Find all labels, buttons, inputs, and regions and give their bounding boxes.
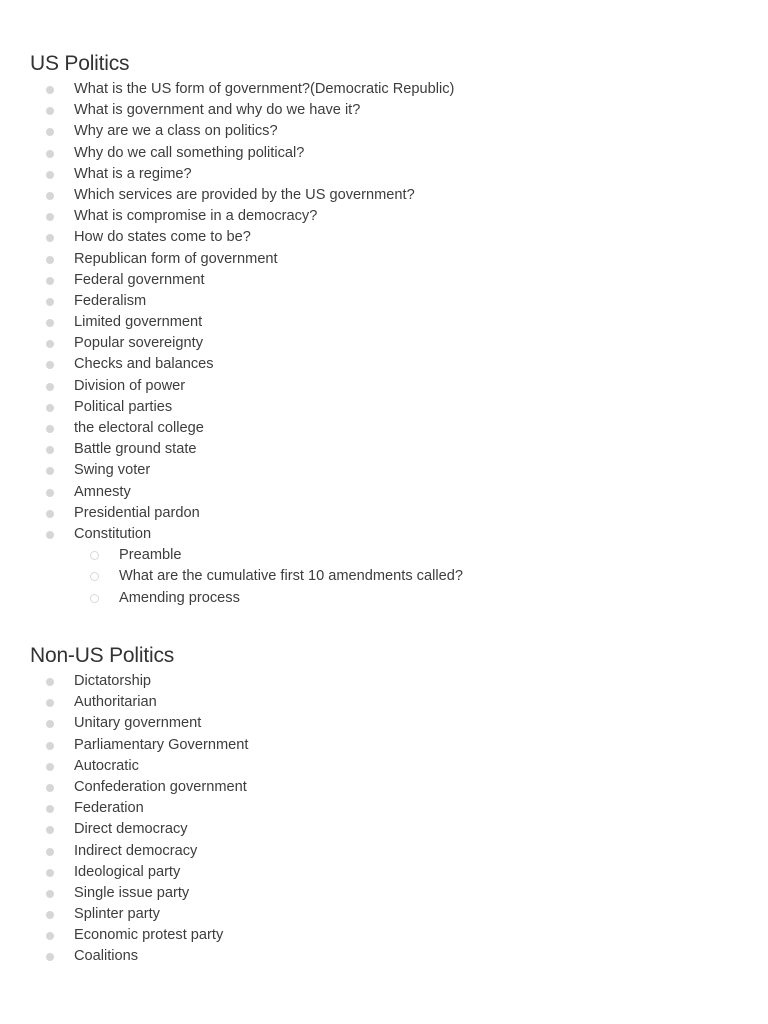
list-item[interactable] (30, 79, 748, 100)
list-item[interactable] (30, 925, 748, 946)
list-item[interactable] (30, 418, 748, 439)
list-item[interactable] (30, 439, 748, 460)
list-item-text: Checks and balances (74, 356, 214, 373)
bullet-icon (46, 763, 54, 771)
list-item-text: Ideological party (74, 863, 181, 880)
list-item-text: Dictatorship (74, 673, 152, 689)
hollow-bullet-icon (90, 572, 99, 581)
list-item-text: Unitary government (74, 715, 202, 732)
list-item[interactable] (30, 503, 748, 524)
bullet-icon (46, 425, 54, 433)
list-item[interactable] (30, 671, 748, 692)
list-item-text: Federation (74, 800, 144, 817)
list-item[interactable] (30, 291, 748, 312)
bullet-icon (46, 256, 54, 264)
sublist-item-text: Amending process (119, 589, 240, 606)
list-item-text: How do states come to be? (74, 229, 251, 246)
list-item-text: What is a regime? (74, 165, 192, 182)
list-item-text: Indirect democracy (74, 842, 198, 859)
list-item-text: Confederation government (74, 778, 247, 795)
list-item-text: Federalism (74, 292, 147, 309)
bullet-icon (46, 869, 54, 877)
bullet-icon (46, 510, 54, 518)
list-item[interactable] (30, 692, 748, 713)
list-item-text: Popular sovereignty (74, 335, 203, 352)
bullet-icon (46, 932, 54, 940)
bullet-icon (46, 720, 54, 728)
list-item[interactable] (30, 227, 748, 248)
bullet-icon (46, 805, 54, 813)
bullet-icon (46, 784, 54, 792)
list-item-text: Authoritarian (74, 694, 157, 711)
bullet-icon (46, 319, 54, 327)
bullet-icon (46, 213, 54, 221)
list-item-text: Battle ground state (74, 441, 197, 458)
list-item-text: What is compromise in a democracy? (74, 208, 318, 225)
list-item-text: Direct democracy (74, 821, 188, 838)
list-item-text: Single issue party (74, 884, 190, 901)
bullet-icon (46, 531, 54, 539)
list-item[interactable] (30, 143, 748, 164)
bullet-icon (46, 340, 54, 348)
list-item[interactable] (30, 249, 748, 270)
non-us-politics-section (30, 641, 748, 968)
bullet-icon (46, 742, 54, 750)
list-item[interactable] (30, 946, 748, 967)
list-item-text: What is government and why do we have it? (74, 102, 361, 119)
list-item-text: Parliamentary Government (74, 736, 249, 753)
list-item-text: Why do we call something political? (74, 144, 305, 161)
section-heading-non-us-politics: Non-US Politics (30, 644, 175, 667)
list-item[interactable] (30, 206, 748, 227)
list-item[interactable] (30, 777, 748, 798)
bullet-icon (46, 848, 54, 856)
list-item-text: Which services are provided by the US government? (74, 186, 415, 203)
bullet-icon (46, 826, 54, 834)
list-item-constitution[interactable] (30, 524, 748, 545)
bullet-icon (46, 86, 54, 94)
list-item[interactable] (30, 756, 748, 777)
us-politics-list (30, 79, 748, 545)
list-item-text: Constitution (74, 525, 152, 542)
list-item[interactable] (30, 121, 748, 142)
sublist-item[interactable] (30, 566, 748, 587)
list-item[interactable] (30, 735, 748, 756)
bullet-icon (46, 953, 54, 961)
list-item[interactable] (30, 100, 748, 121)
sublist-item-text: What are the cumulative first 10 amendments called? (119, 568, 463, 585)
list-item[interactable] (30, 164, 748, 185)
list-item-text: the electoral college (74, 420, 204, 436)
sublist-item[interactable] (30, 545, 748, 566)
list-item-text: Why are we a class on politics? (74, 123, 278, 140)
list-item-text: Swing voter (74, 462, 151, 479)
list-item-text: Division of power (74, 377, 186, 394)
list-item[interactable] (30, 841, 748, 862)
constitution-sublist (30, 545, 748, 609)
list-item[interactable] (30, 397, 748, 418)
us-politics-section (30, 49, 748, 609)
list-item-text: Republican form of government (74, 250, 278, 267)
non-us-politics-list (30, 671, 748, 968)
list-item-text: Splinter party (74, 906, 160, 923)
bullet-icon (46, 404, 54, 412)
sublist-item[interactable] (30, 588, 748, 609)
list-item-text: Coalitions (74, 948, 139, 965)
hollow-bullet-icon (90, 551, 99, 560)
bullet-icon (46, 298, 54, 306)
bullet-icon (46, 107, 54, 115)
bullet-icon (46, 890, 54, 898)
bullet-icon (46, 383, 54, 391)
list-item-text: Political parties (74, 398, 173, 415)
list-item[interactable] (30, 798, 748, 819)
bullet-icon (46, 678, 54, 686)
list-item-text: What is the US form of government?(Democratic Republic) (74, 81, 455, 97)
bullet-icon (46, 489, 54, 497)
list-item[interactable] (30, 713, 748, 734)
list-item-text: Economic protest party (74, 927, 224, 944)
list-item[interactable] (30, 482, 748, 503)
list-item[interactable] (30, 460, 748, 481)
list-item[interactable] (30, 333, 748, 354)
list-item[interactable] (30, 354, 748, 375)
list-item[interactable] (30, 883, 748, 904)
bullet-icon (46, 911, 54, 919)
bullet-icon (46, 467, 54, 475)
list-item[interactable] (30, 904, 748, 925)
list-item-text: Presidential pardon (74, 504, 200, 521)
bullet-icon (46, 150, 54, 158)
list-item[interactable] (30, 270, 748, 291)
list-item-text: Autocratic (74, 757, 139, 774)
section-heading-us-politics: US Politics (30, 52, 130, 75)
list-item-text: Federal government (74, 271, 205, 288)
bullet-icon (46, 128, 54, 136)
hollow-bullet-icon (90, 594, 99, 603)
list-item[interactable] (30, 862, 748, 883)
list-item[interactable] (30, 376, 748, 397)
bullet-icon (46, 446, 54, 454)
list-item-text: Limited government (74, 314, 203, 331)
bullet-icon (46, 192, 54, 200)
bullet-icon (46, 171, 54, 179)
sublist-item-text: Preamble (119, 547, 182, 564)
bullet-icon (46, 234, 54, 242)
list-item[interactable] (30, 185, 748, 206)
list-item-text: Amnesty (74, 483, 131, 500)
list-item[interactable] (30, 819, 748, 840)
list-item[interactable] (30, 312, 748, 333)
bullet-icon (46, 277, 54, 285)
bullet-icon (46, 699, 54, 707)
bullet-icon (46, 361, 54, 369)
